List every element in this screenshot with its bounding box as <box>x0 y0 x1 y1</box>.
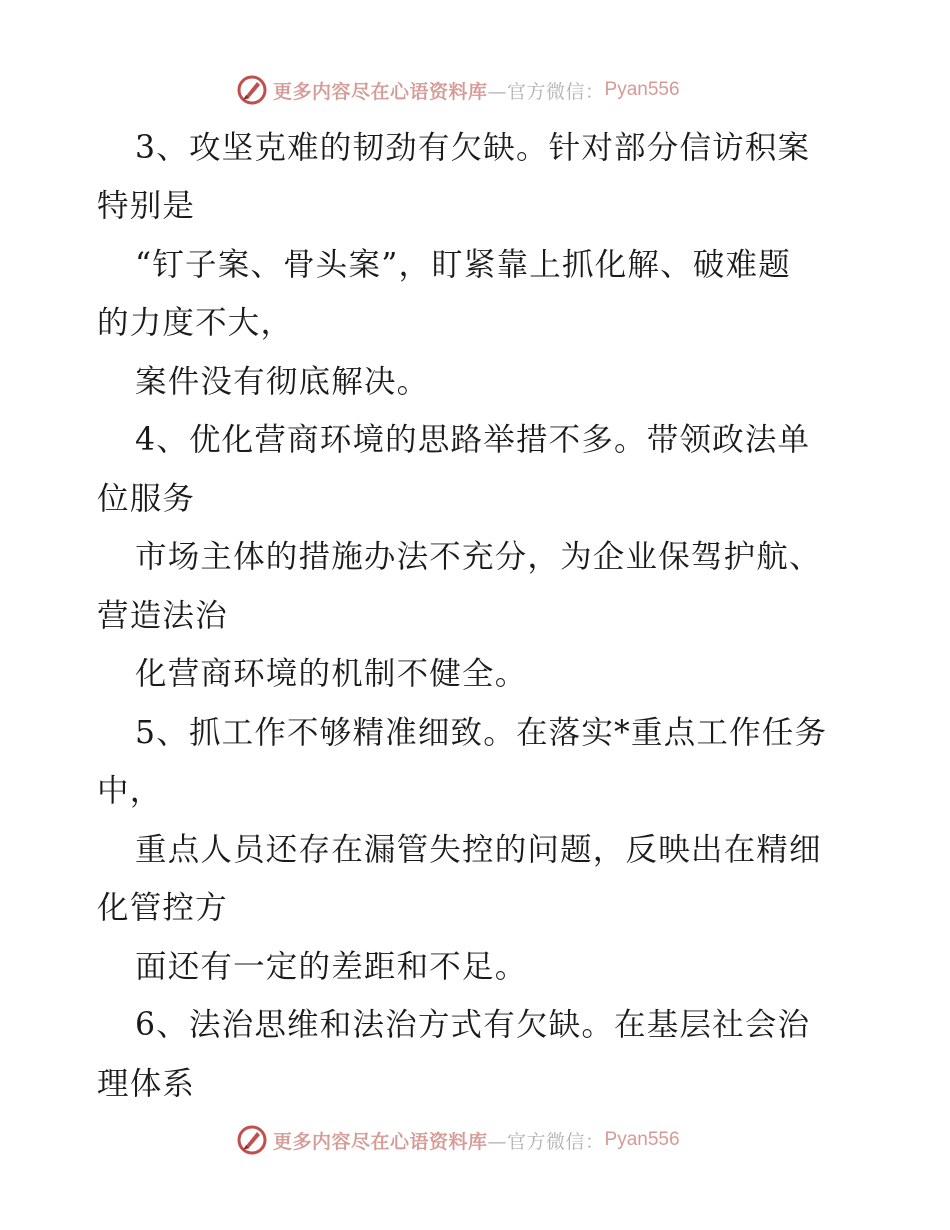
header-watermark <box>235 73 680 107</box>
footer-watermark <box>235 1123 680 1157</box>
body-line: 化管控方 <box>97 890 228 926</box>
body-line: 特别是 <box>97 188 196 224</box>
body-line: “钉子案、骨头案”，盯紧靠上抓化解、破难题 <box>135 247 791 283</box>
body-line: 市场主体的措施办法不充分，为企业保驾护航、 <box>135 539 822 575</box>
body-line: 5、抓工作不够精准细致。在落实*重点工作任务 <box>135 715 828 751</box>
body-line: 6、法治思维和法治方式有欠缺。在基层社会治 <box>135 1007 811 1043</box>
body-line: 位服务 <box>97 481 196 517</box>
body-line: 4、优化营商环境的思路举措不多。带领政法单 <box>135 422 811 458</box>
body-line: 化营商环境的机制不健全。 <box>135 656 528 692</box>
watermark-sub-text: —官方微信： <box>487 80 605 103</box>
body-line: 营造法治 <box>97 598 228 634</box>
logo-icon <box>235 1123 269 1157</box>
watermark-wechat-id: Pyan556 <box>604 79 680 100</box>
watermark-main-text: 更多内容尽在心语资料库 <box>273 80 488 103</box>
watermark-wechat-id: Pyan556 <box>604 1129 680 1150</box>
watermark-sub-text: —官方微信： <box>487 1130 605 1153</box>
body-line: 的力度不大， <box>97 305 294 341</box>
body-line: 理体系 <box>97 1066 196 1102</box>
body-line: 案件没有彻底解决。 <box>135 364 430 400</box>
logo-icon <box>235 73 269 107</box>
watermark-main-text: 更多内容尽在心语资料库 <box>273 1130 488 1153</box>
body-line: 3、攻坚克难的韧劲有欠缺。针对部分信访积案 <box>135 130 811 166</box>
body-line: 面还有一定的差距和不足。 <box>135 949 528 985</box>
body-line: 重点人员还存在漏管失控的问题，反映出在精细 <box>135 832 822 868</box>
body-line: 中， <box>97 773 163 809</box>
